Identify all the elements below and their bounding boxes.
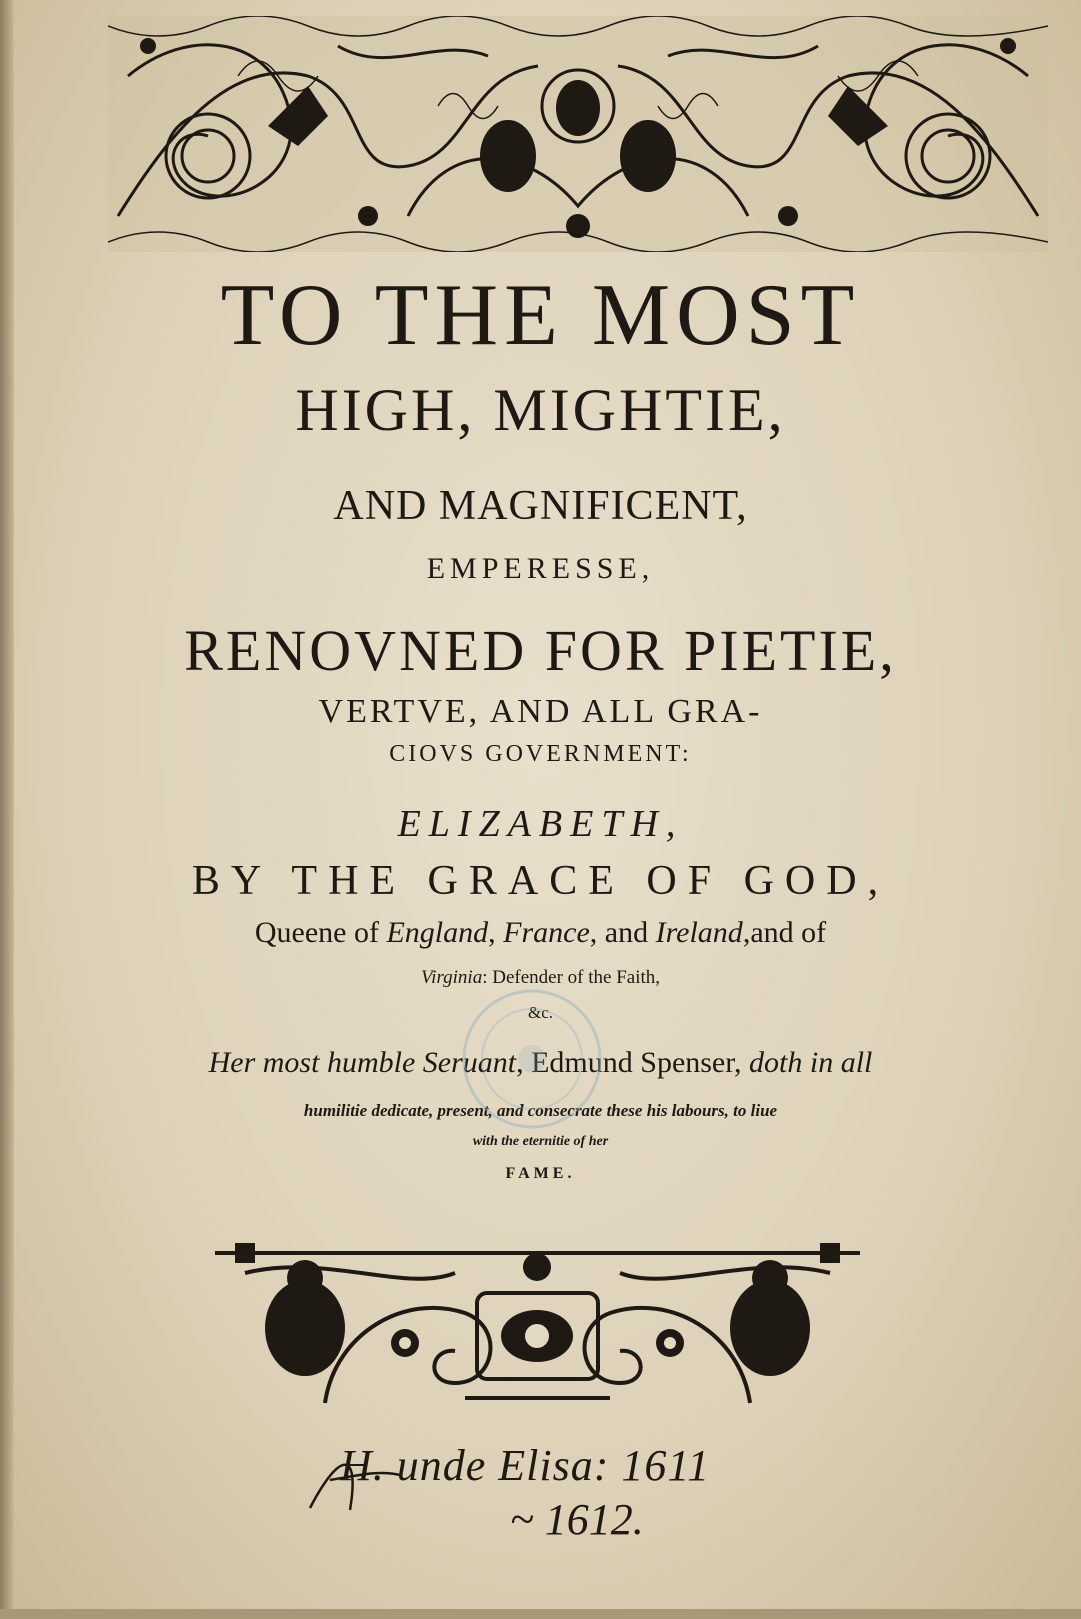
dedication-line-2: with the eternitie of her (472, 1134, 609, 1149)
title-line-2: HIGH, MIGHTIE, (295, 377, 786, 443)
dedication-line-3: FAME. (505, 1165, 576, 1182)
ornamental-headpiece (108, 16, 1048, 252)
queene-text-3: , and (589, 916, 656, 949)
queene-text-4: ,and of (742, 916, 827, 949)
title-line-1: TO THE MOST (220, 267, 861, 364)
virginia-word: Virginia (420, 967, 483, 988)
queene-text-2: , (488, 916, 504, 949)
queene-ireland: Ireland (655, 916, 743, 949)
handwriting-line-2: ~ 1612. (510, 1495, 644, 1544)
title-line-grace: BY THE GRACE OF GOD, (191, 858, 890, 904)
title-line-4: EMPERESSE, (426, 552, 655, 585)
queene-france: France (503, 916, 590, 949)
title-line-5: RENOVNED FOR PIETIE, (184, 618, 897, 683)
etc-line: &c. (527, 1003, 554, 1022)
queene-text-1: Queene of (254, 916, 387, 949)
queene-england: England (386, 916, 489, 949)
defender-text: : Defender of the Faith, (482, 967, 661, 988)
title-line-6: VERTVE, AND ALL GRA- (318, 693, 763, 730)
title-line-3: AND MAGNIFICENT, (333, 483, 748, 529)
doth-text: doth in all (749, 1046, 873, 1079)
title-line-7: CIOVS GOVERNMENT: (389, 741, 692, 767)
author-name: , Edmund Spenser, (516, 1046, 750, 1079)
library-stamp-icon (458, 985, 606, 1133)
title-line-elizabeth: ELIZABETH, (397, 803, 684, 845)
servant-text: Her most humble Seruant (208, 1046, 517, 1079)
page-edge-bottom (0, 1609, 1081, 1619)
dedication-line-1: humilitie dedicate, present, and consecrate these his labours, to liue (303, 1101, 778, 1120)
handwriting-line-1: H. unde Elisa: 1611 (340, 1441, 711, 1490)
ornamental-tailpiece (205, 1233, 870, 1413)
handwritten-note (300, 1430, 760, 1550)
page-edge-left (0, 0, 14, 1619)
queene-line (60, 918, 1021, 948)
